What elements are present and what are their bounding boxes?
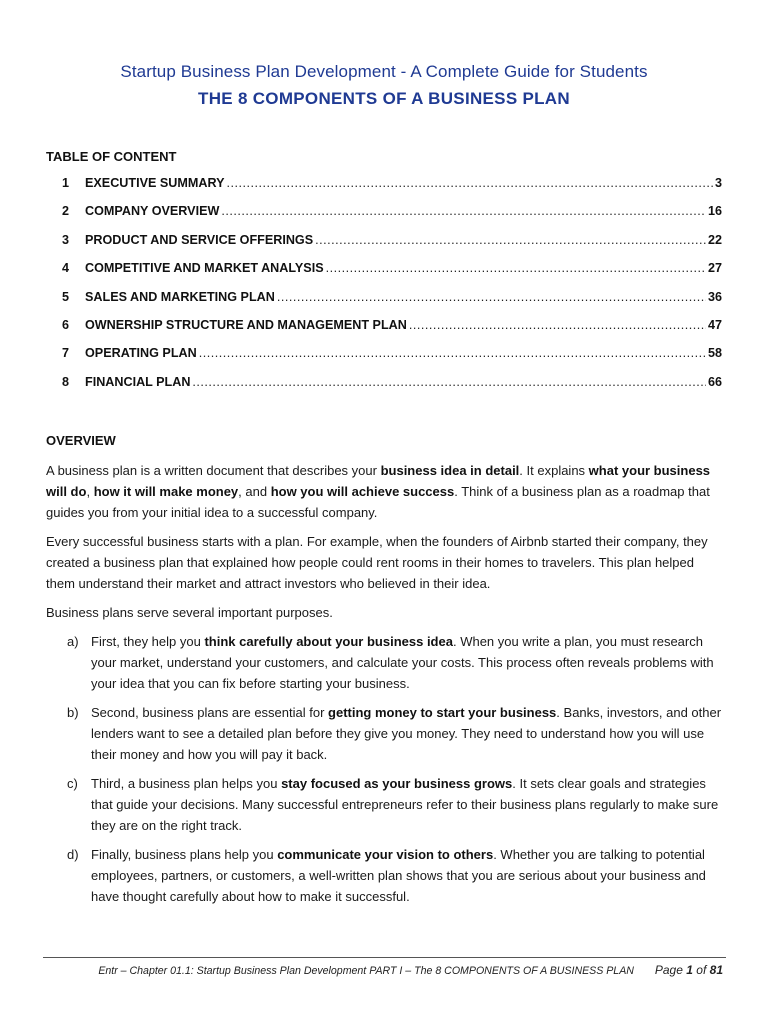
toc-page-number: 58 <box>707 346 722 361</box>
toc-number: 6 <box>62 317 70 332</box>
text-run: . When you write a plan, you must research your market, understand your customers, and calculate your costs. This process often reveals problems with your idea that you can fix before starting your business. <box>91 634 714 691</box>
text-run: . Whether you are talking to potential employees, partners, or customers, a well-written plan shows that you are serious about your business and have thought carefully about how to make it successful. <box>91 847 706 904</box>
bold-run: how it will make money <box>93 484 239 499</box>
footer-page-indicator <box>655 963 723 977</box>
toc-entry[interactable] <box>62 375 722 403</box>
toc-number: 5 <box>62 289 70 304</box>
overview-paragraph-1 <box>46 460 726 523</box>
toc-entry[interactable] <box>62 204 722 232</box>
toc-page-number: 3 <box>714 176 722 190</box>
table-of-contents <box>62 176 722 403</box>
toc-title: COMPANY OVERVIEW <box>85 204 220 219</box>
footer-chapter: Entr – Chapter 01.1: Startup Business Plan Development PART I – The 8 COMPONENTS OF A BUSINESS PLAN <box>98 965 634 977</box>
text-run: , and <box>238 484 271 499</box>
bold-run: communicate your vision to others <box>277 847 494 862</box>
text-run: . It explains <box>519 463 589 478</box>
text-run: A business plan is a written document that describes your <box>46 463 381 478</box>
toc-title: OPERATING PLAN <box>85 346 197 361</box>
toc-leader <box>277 290 706 304</box>
toc-leader <box>199 346 706 360</box>
of-label: of <box>696 963 707 977</box>
text-run: . Think of a business plan as a roadmap that guides you from your initial idea to a successful company. <box>46 484 710 520</box>
bold-run: business idea in detail <box>380 463 520 478</box>
toc-number: 4 <box>62 261 70 276</box>
list-item-text <box>91 773 726 836</box>
toc-entry[interactable] <box>62 346 722 374</box>
toc-page-number: 36 <box>707 289 722 304</box>
toc-leader <box>315 233 706 247</box>
overview-paragraph-2: Every successful business starts with a plan. For example, when the founders of Airbnb started their company, they created a business plan that explained how people could rent rooms in their homes to travelers. This plan helped them understand their market and attract investors who believed in their idea. <box>46 534 708 591</box>
toc-entry[interactable] <box>62 318 722 346</box>
bold-run: think carefully about your business idea <box>204 634 453 649</box>
toc-page-number: 66 <box>707 374 722 389</box>
list-marker: d) <box>67 847 79 862</box>
list-item <box>46 702 726 765</box>
text-run: . Banks, investors, and other lenders want to see a detailed plan before they give you money. They need to understand how you will use their money and how you will pay it back. <box>91 705 722 762</box>
toc-leader <box>221 204 706 218</box>
list-item <box>46 844 726 907</box>
document-title: Startup Business Plan Development - A Complete Guide for Students <box>120 62 648 81</box>
overview-heading: OVERVIEW <box>46 433 116 448</box>
list-item <box>46 773 726 836</box>
list-item-text <box>91 844 726 907</box>
toc-title: OWNERSHIP STRUCTURE AND MANAGEMENT PLAN <box>85 317 407 332</box>
toc-page-number: 16 <box>707 204 722 219</box>
current-page: 1 <box>686 963 693 977</box>
list-item-text <box>91 631 726 694</box>
toc-title: PRODUCT AND SERVICE OFFERINGS <box>85 232 314 247</box>
toc-title: EXECUTIVE SUMMARY <box>85 176 225 190</box>
bold-run: what your business will do <box>46 463 711 499</box>
list-item <box>46 631 726 694</box>
overview-body <box>46 460 726 915</box>
text-run: . It sets clear goals and strategies that guide your decisions. Many successful entrepreneurs refer to their business plans regularly to make sure they are on the right track. <box>91 776 719 833</box>
toc-leader <box>192 375 706 389</box>
total-pages: 81 <box>709 963 723 977</box>
bold-run: how you will achieve success <box>270 484 455 499</box>
toc-number: 7 <box>62 346 70 361</box>
purposes-list <box>46 631 726 907</box>
toc-entry[interactable] <box>62 290 722 318</box>
toc-page-number: 47 <box>707 317 722 332</box>
toc-entry[interactable] <box>62 176 722 204</box>
bold-run: getting money to start your business <box>328 705 557 720</box>
toc-page-number: 22 <box>707 232 722 247</box>
toc-leader <box>409 318 706 332</box>
footer-divider <box>43 957 726 958</box>
text-run: , <box>86 484 94 499</box>
toc-title: SALES AND MARKETING PLAN <box>85 289 275 304</box>
bold-run: stay focused as your business grows <box>281 776 513 791</box>
list-marker: a) <box>67 634 79 649</box>
text-run: First, they help you <box>91 634 205 649</box>
toc-number: 3 <box>62 232 70 247</box>
page-footer <box>43 963 723 977</box>
toc-number: 1 <box>62 176 70 190</box>
toc-title: FINANCIAL PLAN <box>85 374 191 389</box>
text-run: Third, a business plan helps you <box>91 776 282 791</box>
page-label: Page <box>654 963 683 977</box>
toc-heading: TABLE OF CONTENT <box>46 149 177 164</box>
toc-number: 2 <box>62 204 70 219</box>
list-marker: c) <box>67 776 78 791</box>
toc-leader <box>226 176 713 190</box>
toc-page-number: 27 <box>707 261 722 276</box>
toc-leader <box>326 261 706 275</box>
toc-title: COMPETITIVE AND MARKET ANALYSIS <box>85 261 324 276</box>
list-marker: b) <box>67 705 79 720</box>
toc-number: 8 <box>62 374 70 389</box>
text-run: Finally, business plans help you <box>91 847 278 862</box>
toc-entry[interactable] <box>62 261 722 289</box>
list-item-text <box>91 702 726 765</box>
overview-paragraph-3: Business plans serve several important purposes. <box>46 605 333 620</box>
document-subtitle: THE 8 COMPONENTS OF A BUSINESS PLAN <box>198 89 570 108</box>
text-run: Second, business plans are essential for <box>91 705 329 720</box>
toc-entry[interactable] <box>62 233 722 261</box>
